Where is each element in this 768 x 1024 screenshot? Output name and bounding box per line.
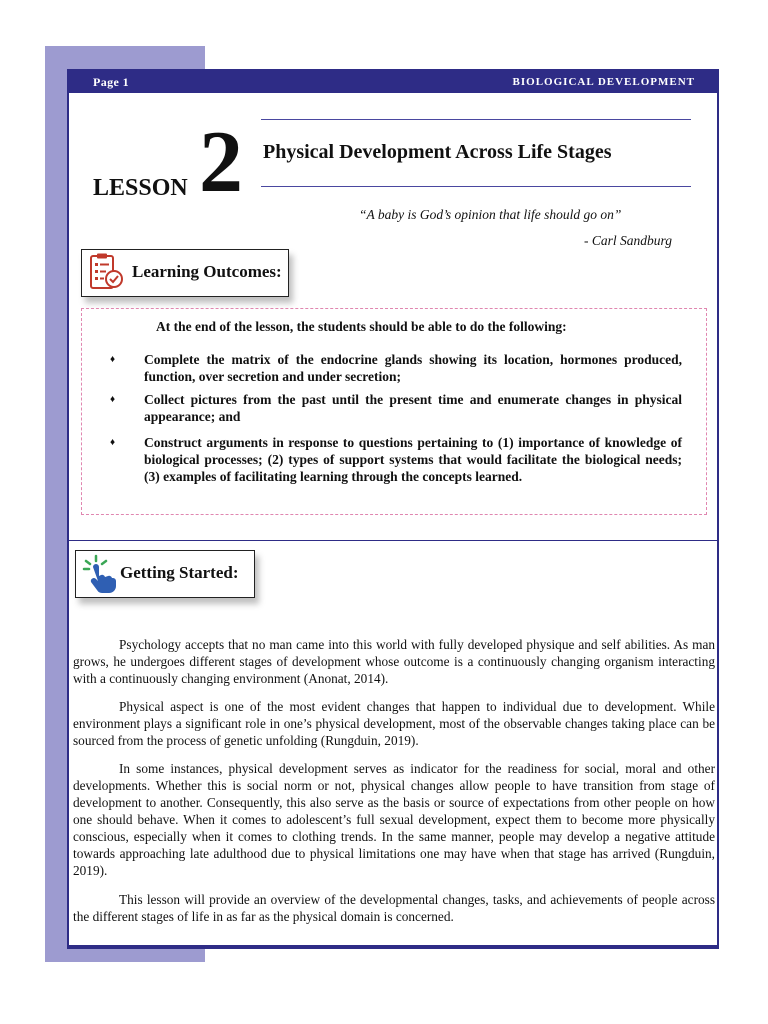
learning-outcomes-heading: Learning Outcomes: [132,262,282,281]
body-paragraph: Psychology accepts that no man came into this world with fully developed physique and self abilities. As man grows, he undergoes different stages of development whose outcome is a continuously changing organism interacting with a continuously changing environment (Anonat, 2014). [73,637,715,687]
page-number: Page 1 [93,75,130,89]
body-paragraph: This lesson will provide an overview of the developmental changes, tasks, and achievements of people across the different stages of life in as far as the physical domain is concerned. [73,892,715,925]
lesson-word: LESSON [93,175,188,201]
bullet-diamond: ♦ [110,437,116,448]
header-bar [69,71,717,93]
outcomes-intro: At the end of the lesson, the students should be able to do the following: [156,319,567,334]
title-rule-top [261,119,691,120]
outcome-text: Complete the matrix of the endocrine glands showing its location, hormones produced, function, over secretion and under secretion; [144,352,682,384]
quote-author: - Carl Sandburg [584,233,673,248]
lesson-title: Physical Development Across Life Stages [263,141,612,163]
title-rule-bottom [261,186,691,187]
list-item [110,351,682,385]
lesson-number: 2 [199,114,243,211]
section-title: BIOLOGICAL DEVELOPMENT [512,76,695,88]
getting-started-heading: Getting Started: [120,563,239,582]
getting-started-heading-box [75,550,255,598]
bullet-diamond: ♦ [110,354,116,365]
section-divider [69,540,717,541]
bullet-diamond: ♦ [110,394,116,405]
body-paragraph: Physical aspect is one of the most evident changes that happen to individual due to development. While environment plays a significant role in one’s physical development, most of the observable changes taking place can be sourced from the process of genetic unfolding (Rungduin, 2019). [73,699,715,749]
learning-outcomes-heading-box [81,249,289,297]
learning-outcomes-box [81,308,707,515]
outcome-text: Collect pictures from the past until the present time and enumerate changes in physical appearance; and [144,392,682,424]
list-item [110,391,682,425]
quote: “A baby is God’s opinion that life should go on” [359,207,622,222]
body-paragraph: In some instances, physical development serves as indicator for the readiness for social, moral and other developments. Whether this is social norm or not, physical changes allow people to have transition from stage of development to another. Consequently, this also serve as the basis or source of expectations from other people on how one should behave. When it comes to adolescent’s full sexual development, expect them to become more physically conscious, especially when it comes to clothing trends. In the same manner, people may develop a negative attitude towards approaching late adulthood due to physical limitations one may have when that stage has arrived (Rungduin, 2019). [73,761,715,879]
list-item [110,434,682,485]
page-frame [67,69,719,949]
pointing-hand-icon [80,553,120,593]
outcome-text: Construct arguments in response to questions pertaining to (1) importance of knowledge of biological processes; (2) types of support systems that would facilitate the biological needs; (3) examples of facilitating learning through the concepts learned. [144,435,682,484]
checklist-icon [86,252,126,292]
